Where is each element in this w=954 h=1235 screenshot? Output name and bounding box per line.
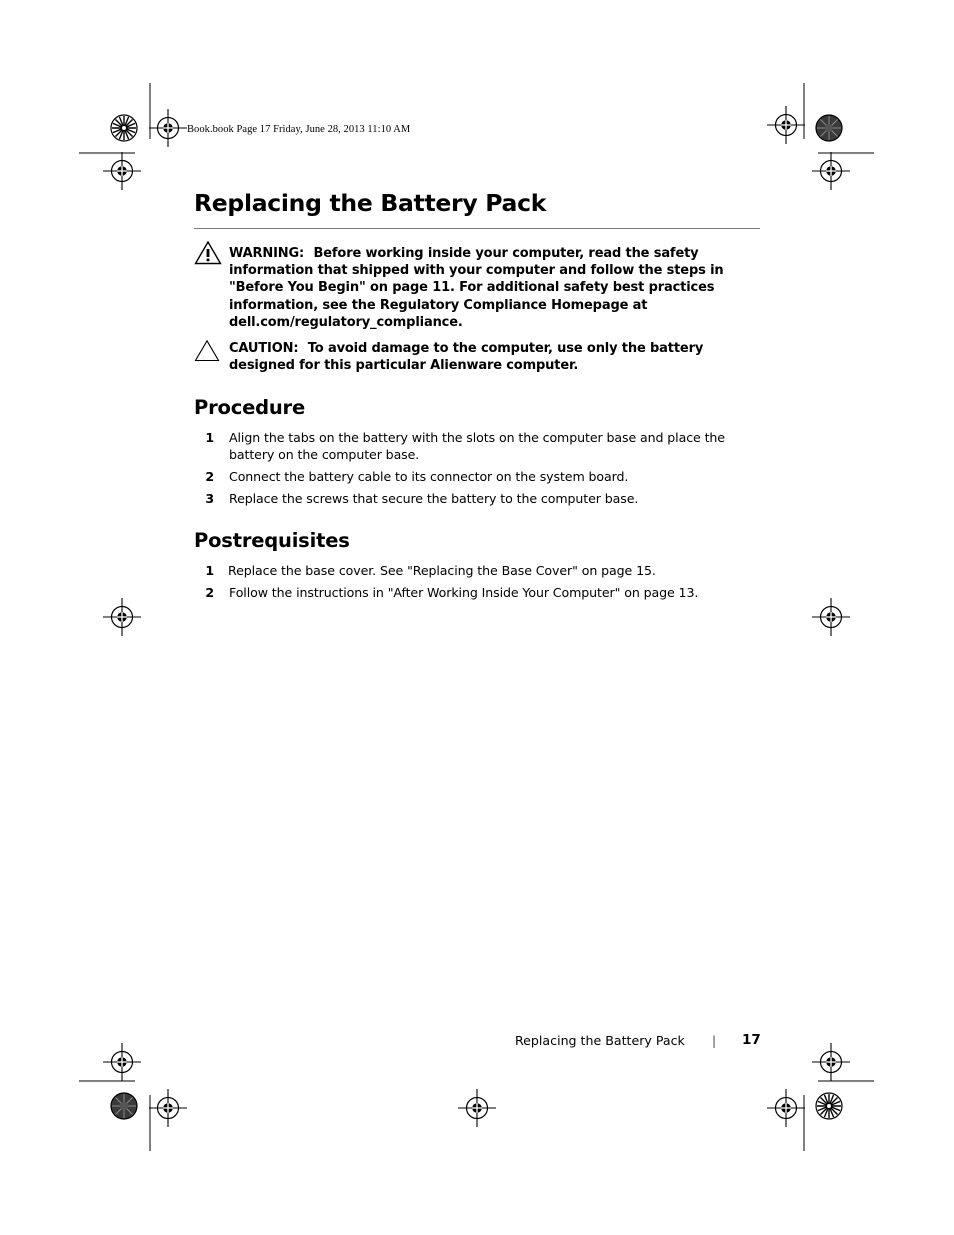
registration-mark-icon <box>149 1089 187 1127</box>
starburst-wheel-icon <box>111 1093 137 1119</box>
step-text: Connect the battery cable to its connector on the system board. <box>229 469 629 484</box>
list-item <box>194 468 760 485</box>
registration-mark-icon <box>812 1043 850 1081</box>
registration-mark-icon <box>812 152 850 190</box>
list-item <box>194 429 760 463</box>
page-title: Replacing the Battery Pack <box>194 189 547 217</box>
postrequisites-heading: Postrequisites <box>194 529 350 552</box>
procedure-heading: Procedure <box>194 396 305 419</box>
step-text: Replace the base cover. See "Replacing the Base Cover" on page 15. <box>228 563 656 578</box>
registration-mark-icon <box>103 152 141 190</box>
starburst-wheel-icon <box>111 115 137 141</box>
caution-text: To avoid damage to the computer, use only the battery designed for this particular Alienware computer. <box>229 341 704 374</box>
page-number: 17 <box>742 1032 761 1048</box>
print-header: Book.book Page 17 Friday, June 28, 2013 11:10 AM <box>187 124 411 135</box>
warning-label: WARNING: <box>229 246 305 261</box>
warning-text: Before working inside your computer, read the safety information that shipped with your computer and follow the steps in "Before You Begin" on page 11. For additional safety best practices information, see the Regulatory Compliance Homepage at dell.com/regulatory_compliance. <box>229 246 724 330</box>
registration-mark-icon <box>149 109 187 147</box>
list-item <box>194 490 760 507</box>
registration-mark-icon <box>103 1043 141 1081</box>
list-item <box>194 584 760 601</box>
caution-notice <box>229 340 761 374</box>
warning-notice <box>229 245 761 331</box>
title-divider <box>194 228 760 229</box>
registration-mark-icon <box>767 1089 805 1127</box>
list-item <box>194 562 760 579</box>
registration-mark-icon <box>767 106 805 144</box>
step-text: Replace the screws that secure the battery to the computer base. <box>229 491 639 506</box>
step-text: Align the tabs on the battery with the slots on the computer base and place the battery on the computer base. <box>229 430 725 463</box>
step-number: 1 <box>205 430 214 445</box>
caution-triangle-icon <box>194 339 220 362</box>
registration-mark-icon <box>458 1089 496 1127</box>
warning-triangle-icon <box>194 240 222 265</box>
step-number: 3 <box>205 491 214 506</box>
footer-title: Replacing the Battery Pack <box>515 1033 685 1048</box>
registration-mark-icon <box>812 598 850 636</box>
caution-label: CAUTION: <box>229 341 299 356</box>
starburst-wheel-icon <box>816 115 842 141</box>
footer-separator: | <box>712 1034 717 1048</box>
registration-mark-icon <box>103 598 141 636</box>
step-text: Follow the instructions in "After Working Inside Your Computer" on page 13. <box>229 585 699 600</box>
starburst-wheel-icon <box>816 1093 842 1119</box>
step-number: 2 <box>205 585 214 600</box>
step-number: 1 <box>205 563 214 578</box>
step-number: 2 <box>205 469 214 484</box>
